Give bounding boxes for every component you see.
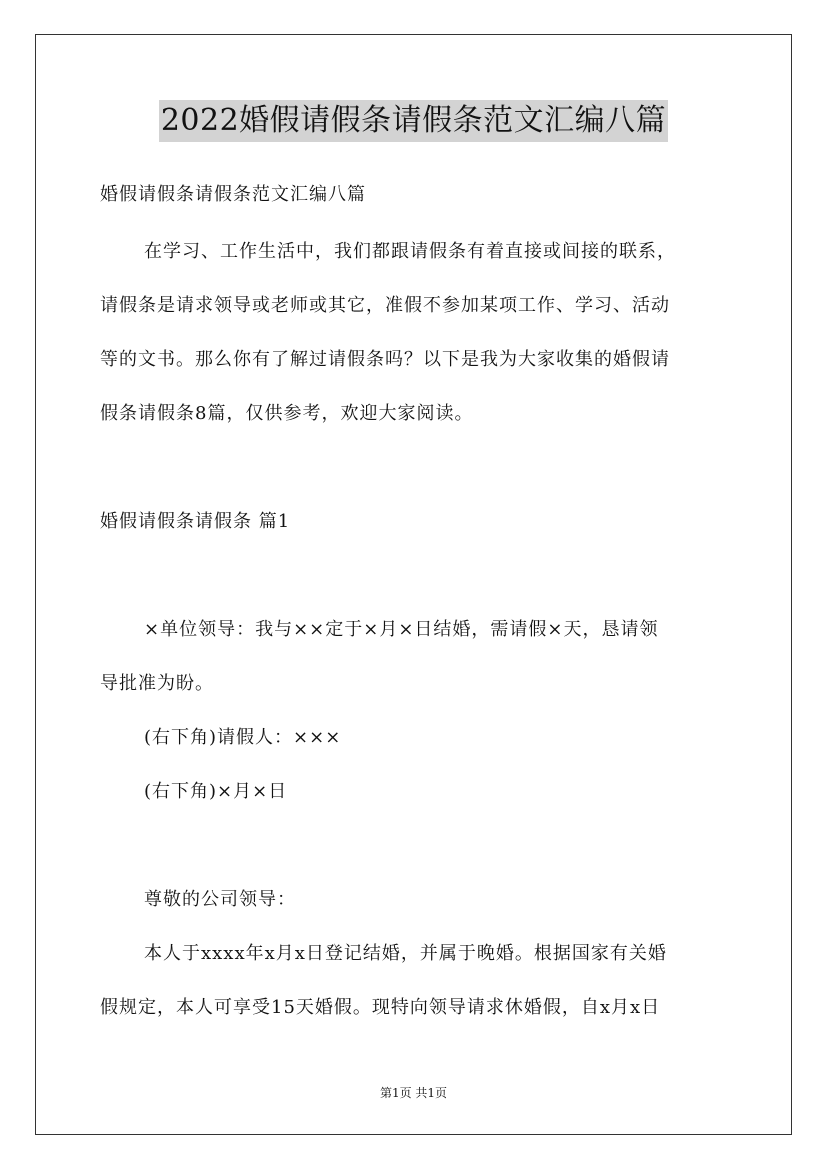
letter1-date: (右下角)×月×日	[144, 781, 288, 802]
intro-line-4: 假条请假条8篇，仅供参考，欢迎大家阅读。	[100, 403, 474, 424]
section1-heading: 婚假请假条请假条 篇1	[100, 511, 291, 532]
letter2-line-1: 本人于xxxx年x月x日登记结婚，并属于晚婚。根据国家有关婚	[144, 943, 667, 964]
intro-line-3: 等的文书。那么你有了解过请假条吗？以下是我为大家收集的婚假请	[100, 349, 670, 370]
document-title: 2022婚假请假条请假条范文汇编八篇	[159, 100, 668, 142]
letter2-salutation: 尊敬的公司领导：	[144, 889, 296, 910]
document-subtitle: 婚假请假条请假条范文汇编八篇	[100, 184, 366, 205]
letter1-signer: (右下角)请假人：×××	[144, 727, 342, 748]
intro-line-2: 请假条是请求领导或老师或其它，准假不参加某项工作、学习、活动	[100, 295, 670, 316]
letter1-line-2: 导批准为盼。	[100, 673, 214, 694]
title-container	[0, 100, 827, 142]
page-footer: 第1页 共1页	[379, 1086, 448, 1100]
letter2-line-2: 假规定，本人可享受15天婚假。现特向领导请求休婚假，自x月x日	[100, 997, 661, 1018]
letter1-line-1: ×单位领导：我与××定于×月×日结婚，需请假×天，恳请领	[144, 619, 659, 640]
intro-line-1: 在学习、工作生活中，我们都跟请假条有着直接或间接的联系，	[144, 241, 676, 262]
